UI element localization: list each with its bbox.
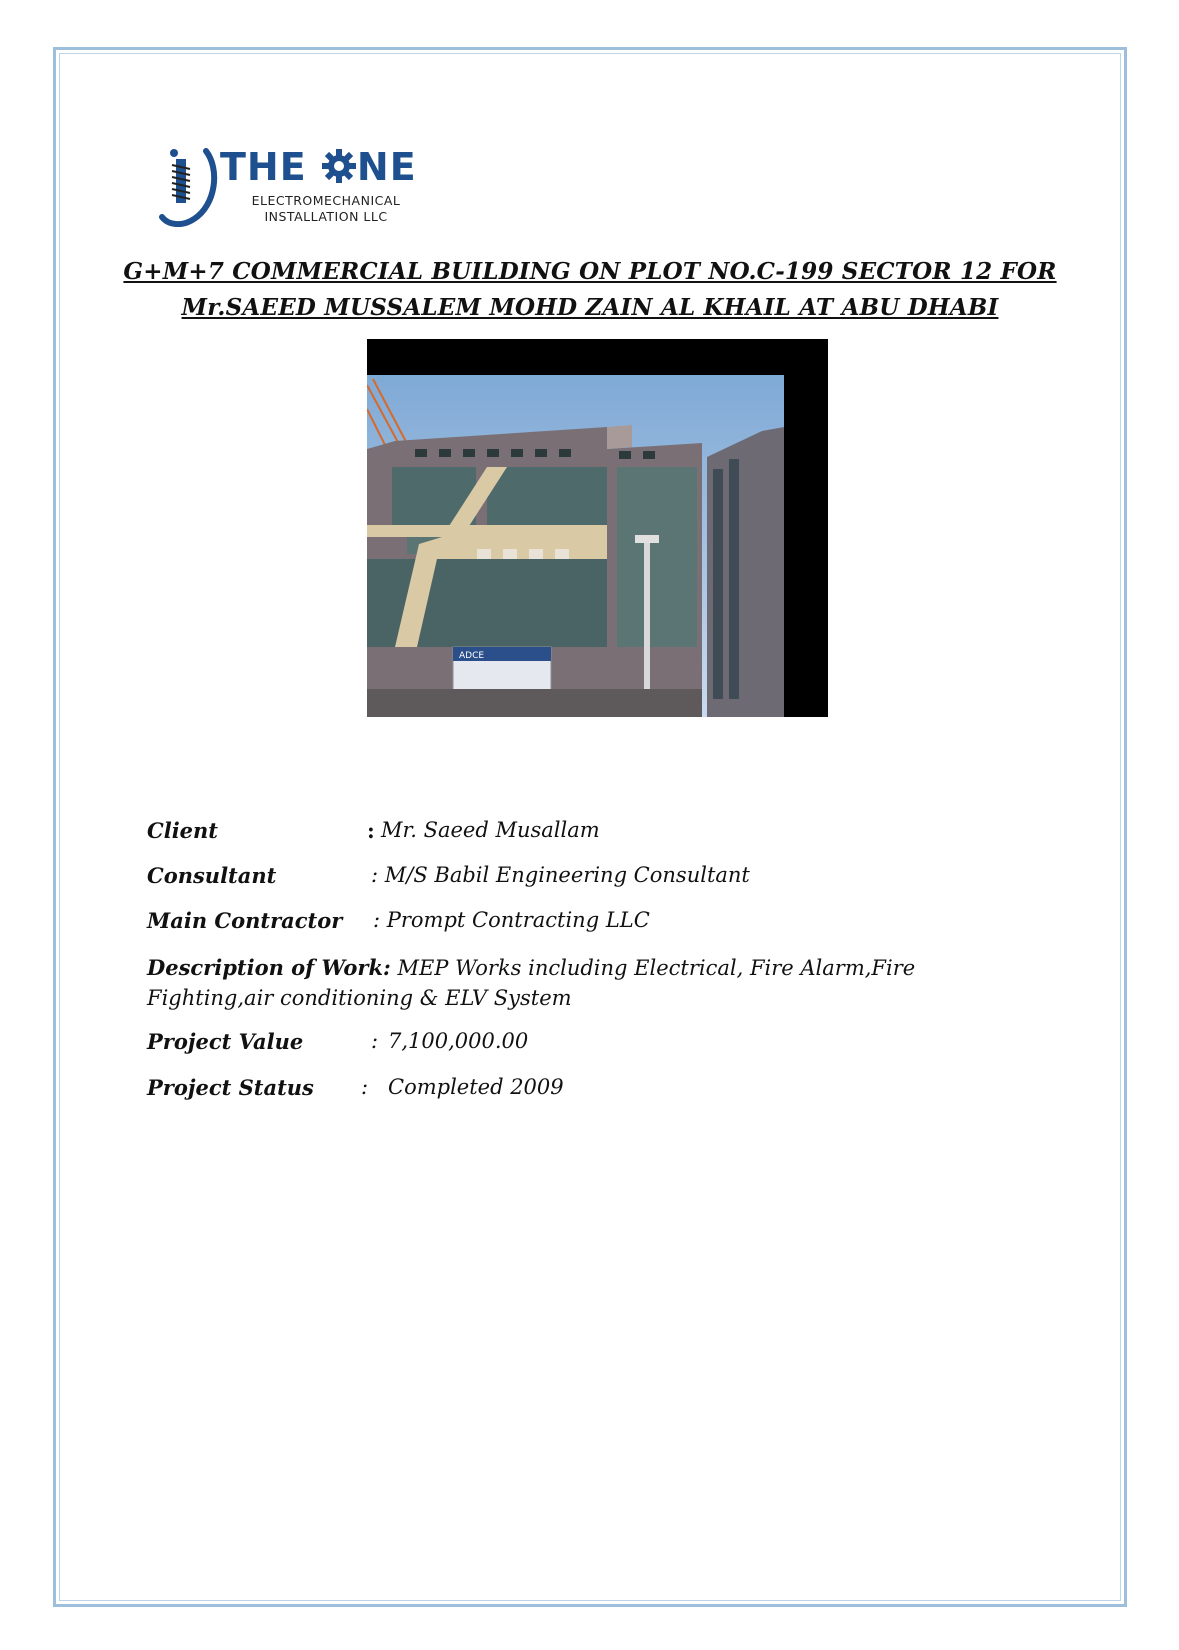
project-value-row	[147, 1029, 1047, 1059]
project-value-separator: :	[371, 1029, 379, 1053]
building-photo	[367, 339, 828, 717]
title-line-2: Mr.SAEED MUSSALEM MOHD ZAIN AL KHAIL AT ABU DHABI	[181, 294, 999, 321]
project-status-label: Project Status	[147, 1075, 314, 1100]
description-of-work	[147, 953, 1027, 1013]
main-contractor-value: : Prompt Contracting LLC	[373, 908, 650, 932]
client-label: Client	[147, 818, 218, 843]
signboard-text: ADCE	[459, 651, 485, 661]
main-contractor-label: Main Contractor	[147, 908, 343, 933]
project-status-row	[147, 1075, 1047, 1105]
title-line-1: G+M+7 COMMERCIAL BUILDING ON PLOT NO.C-199 SECTOR 12 FOR	[123, 258, 1057, 285]
description-label: Description of Work:	[147, 955, 391, 980]
project-status-separator: :	[361, 1075, 369, 1099]
client-value: Mr. Saeed Musallam	[381, 818, 600, 842]
logo-line-2: INSTALLATION LLC	[264, 209, 388, 224]
main-contractor-row	[147, 908, 1047, 938]
project-status-value: Completed 2009	[388, 1075, 564, 1099]
consultant-row	[147, 863, 1047, 893]
company-logo	[158, 145, 418, 233]
logo-line-1: ELECTROMECHANICAL	[251, 193, 401, 208]
project-value-label: Project Value	[147, 1029, 304, 1054]
logo-wordmark: THE NE	[220, 145, 417, 189]
consultant-value: : M/S Babil Engineering Consultant	[371, 863, 750, 887]
client-row	[147, 818, 1047, 848]
project-title	[120, 254, 1060, 326]
project-value-amount: 7,100,000.00	[388, 1029, 529, 1053]
client-separator: :	[367, 818, 375, 843]
description-value: MEP Works including Electrical, Fire Alarm,Fire Fighting,air conditioning & ELV System	[147, 956, 916, 1010]
building-illustration	[367, 339, 828, 717]
gear-icon	[321, 148, 357, 184]
logo-emblem-icon	[158, 145, 218, 227]
consultant-label: Consultant	[147, 863, 277, 888]
